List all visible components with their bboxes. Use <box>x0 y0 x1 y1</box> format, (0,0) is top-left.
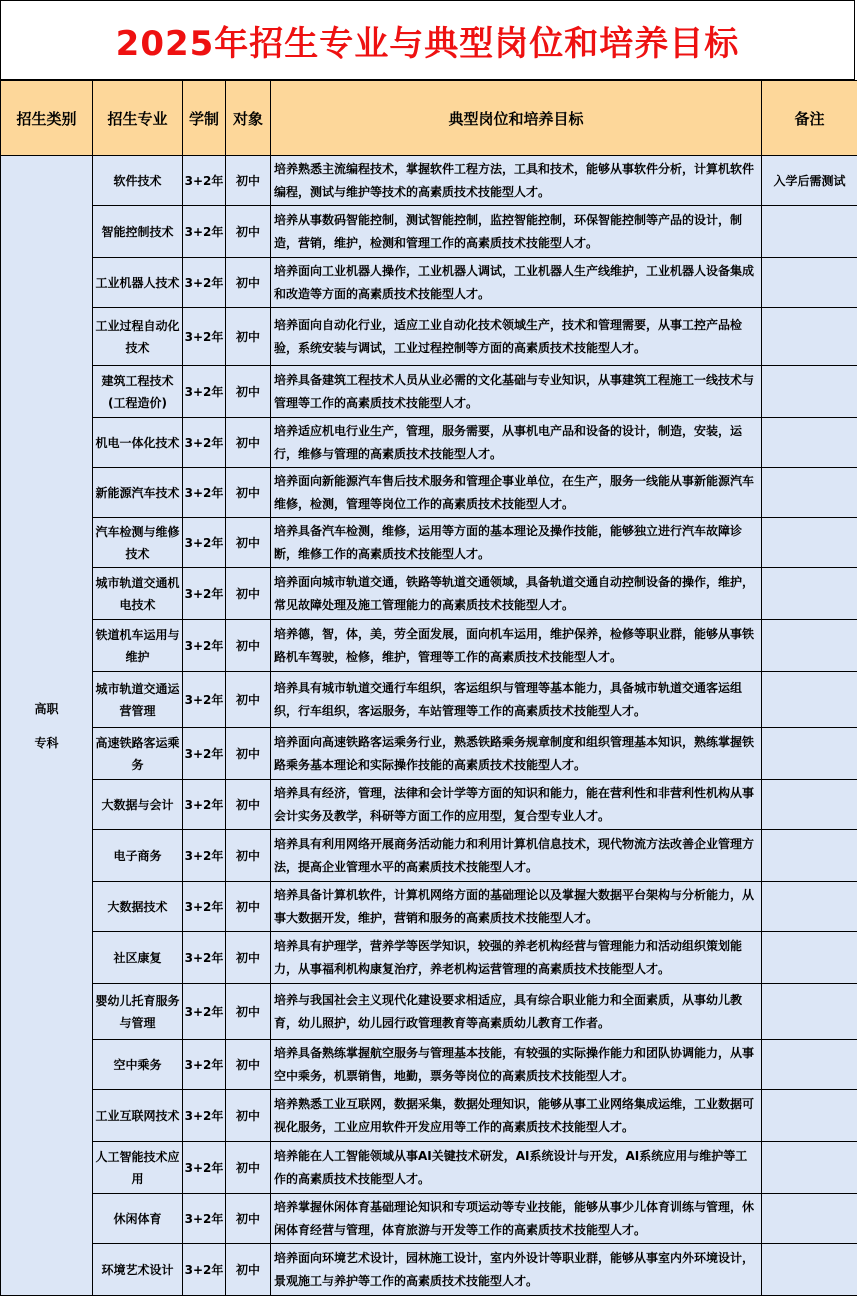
remark-cell <box>762 206 857 258</box>
goal-cell: 培养具备汽车检测，维修，运用等方面的基本理论及操作技能，能够独立进行汽车故障诊断，维修工作的高素质技术技能型人才。 <box>271 518 762 568</box>
major-cell: 大数据技术 <box>93 882 183 932</box>
remark-cell <box>762 366 857 418</box>
target-cell: 初中 <box>226 620 271 672</box>
duration-cell: 3+2年 <box>183 568 226 620</box>
remark-cell <box>762 308 857 366</box>
duration-cell: 3+2年 <box>183 258 226 308</box>
goal-cell: 培养德，智，体，美，劳全面发展，面向机车运用，维护保养，检修等职业群，能够从事铁路机车驾驶，检修，维护，管理等工作的高素质技术技能型人才。 <box>271 620 762 672</box>
major-cell: 城市轨道交通运营管理 <box>93 672 183 728</box>
table-row <box>1 1040 857 1090</box>
major-cell: 软件技术 <box>93 156 183 206</box>
target-cell: 初中 <box>226 518 271 568</box>
remark-cell <box>762 1244 857 1296</box>
goal-cell: 培养适应机电行业生产，管理，服务需要，从事机电产品和设备的设计，制造，安装，运行，维修与管理的高素质技术技能型人才。 <box>271 418 762 468</box>
major-cell: 工业过程自动化技术 <box>93 308 183 366</box>
target-cell: 初中 <box>226 672 271 728</box>
remark-cell <box>762 882 857 932</box>
duration-cell: 3+2年 <box>183 518 226 568</box>
duration-cell: 3+2年 <box>183 780 226 830</box>
duration-cell: 3+2年 <box>183 1244 226 1296</box>
target-cell: 初中 <box>226 258 271 308</box>
table-row <box>1 672 857 728</box>
header-target: 对象 <box>226 81 271 156</box>
major-cell: 空中乘务 <box>93 1040 183 1090</box>
goal-cell: 培养面向城市轨道交通，铁路等轨道交通领域，具备轨道交通自动控制设备的操作，维护，常见故障处理及施工管理能力的高素质技术技能型人才。 <box>271 568 762 620</box>
target-cell: 初中 <box>226 984 271 1040</box>
remark-cell <box>762 1142 857 1194</box>
goal-cell: 培养具备计算机软件，计算机网络方面的基础理论以及掌握大数据平台架构与分析能力，从事大数据开发，维护，营销和服务的高素质技术技能型人才。 <box>271 882 762 932</box>
duration-cell: 3+2年 <box>183 882 226 932</box>
table-row <box>1 728 857 780</box>
duration-cell: 3+2年 <box>183 468 226 518</box>
table-row <box>1 780 857 830</box>
target-cell: 初中 <box>226 780 271 830</box>
page-title: 2025年招生专业与典型岗位和培养目标 <box>0 0 855 80</box>
table-row <box>1 308 857 366</box>
table-row <box>1 1142 857 1194</box>
major-cell: 机电一体化技术 <box>93 418 183 468</box>
target-cell: 初中 <box>226 1040 271 1090</box>
remark-cell <box>762 932 857 984</box>
remark-cell: 入学后需测试 <box>762 156 857 206</box>
table-row <box>1 1090 857 1142</box>
major-cell: 建筑工程技术(工程造价) <box>93 366 183 418</box>
category-cell <box>1 156 93 1296</box>
table-row <box>1 830 857 882</box>
table-row <box>1 418 857 468</box>
duration-cell: 3+2年 <box>183 156 226 206</box>
remark-cell <box>762 1040 857 1090</box>
table-row <box>1 156 857 206</box>
target-cell: 初中 <box>226 882 271 932</box>
target-cell: 初中 <box>226 1194 271 1244</box>
major-cell: 大数据与会计 <box>93 780 183 830</box>
major-cell: 汽车检测与维修技术 <box>93 518 183 568</box>
remark-cell <box>762 672 857 728</box>
target-cell: 初中 <box>226 156 271 206</box>
remark-cell <box>762 518 857 568</box>
duration-cell: 3+2年 <box>183 206 226 258</box>
major-cell: 电子商务 <box>93 830 183 882</box>
goal-cell: 培养面向工业机器人操作，工业机器人调试，工业机器人生产线维护，工业机器人设备集成和改造等方面的高素质技术技能型人才。 <box>271 258 762 308</box>
header-row <box>1 81 857 156</box>
duration-cell: 3+2年 <box>183 830 226 882</box>
remark-cell <box>762 418 857 468</box>
duration-cell: 3+2年 <box>183 366 226 418</box>
major-cell: 城市轨道交通机电技术 <box>93 568 183 620</box>
goal-cell: 培养掌握休闲体育基础理论知识和专项运动等专业技能，能够从事少儿体育训练与管理，休闲体育经营与管理，体育旅游与开发等工作的高素质技术技能型人才。 <box>271 1194 762 1244</box>
duration-cell: 3+2年 <box>183 1040 226 1090</box>
major-cell: 休闲体育 <box>93 1194 183 1244</box>
goal-cell: 培养具备熟练掌握航空服务与管理基本技能，有较强的实际操作能力和团队协调能力，从事空中乘务，机票销售，地勤，票务等岗位的高素质技术技能型人才。 <box>271 1040 762 1090</box>
remark-cell <box>762 568 857 620</box>
target-cell: 初中 <box>226 206 271 258</box>
major-cell: 环境艺术设计 <box>93 1244 183 1296</box>
remark-cell <box>762 1194 857 1244</box>
goal-cell: 培养面向新能源汽车售后技术服务和管理企事业单位，在生产，服务一线能从事新能源汽车维修，检测，管理等岗位工作的高素质技术技能型人才。 <box>271 468 762 518</box>
target-cell: 初中 <box>226 830 271 882</box>
target-cell: 初中 <box>226 1090 271 1142</box>
remark-cell <box>762 728 857 780</box>
major-cell: 铁道机车运用与维护 <box>93 620 183 672</box>
major-cell: 智能控制技术 <box>93 206 183 258</box>
duration-cell: 3+2年 <box>183 418 226 468</box>
goal-cell: 培养具有城市轨道交通行车组织，客运组织与管理等基本能力，具备城市轨道交通客运组织，行车组织，客运服务，车站管理等工作的高素质技术技能型人才。 <box>271 672 762 728</box>
table-row <box>1 366 857 418</box>
remark-cell <box>762 984 857 1040</box>
target-cell: 初中 <box>226 308 271 366</box>
goal-cell: 培养具有利用网络开展商务活动能力和利用计算机信息技术，现代物流方法改善企业管理方法，提高企业管理水平的高素质技术技能型人才。 <box>271 830 762 882</box>
goal-cell: 培养熟悉主流编程技术，掌握软件工程方法，工具和技术，能够从事软件分析，计算机软件编程，测试与维护等技术的高素质技术技能型人才。 <box>271 156 762 206</box>
goal-cell: 培养能在人工智能领域从事AI关键技术研发，AI系统设计与开发，AI系统应用与维护等工作的高素质技术技能型人才。 <box>271 1142 762 1194</box>
remark-cell <box>762 1090 857 1142</box>
goal-cell: 培养具有经济，管理，法律和会计学等方面的知识和能力，能在营利性和非营利性机构从事会计实务及教学，科研等方面工作的应用型，复合型专业人才。 <box>271 780 762 830</box>
goal-cell: 培养面向环境艺术设计，园林施工设计，室内外设计等职业群，能够从事室内外环境设计，景观施工与养护等工作的高素质技术技能型人才。 <box>271 1244 762 1296</box>
table-row <box>1 568 857 620</box>
major-cell: 高速铁路客运乘务 <box>93 728 183 780</box>
major-cell: 社区康复 <box>93 932 183 984</box>
table-row <box>1 258 857 308</box>
table-row <box>1 984 857 1040</box>
duration-cell: 3+2年 <box>183 308 226 366</box>
duration-cell: 3+2年 <box>183 932 226 984</box>
target-cell: 初中 <box>226 728 271 780</box>
table-row <box>1 468 857 518</box>
target-cell: 初中 <box>226 1244 271 1296</box>
major-cell: 工业机器人技术 <box>93 258 183 308</box>
enrollment-table <box>0 80 857 1296</box>
header-major: 招生专业 <box>93 81 183 156</box>
duration-cell: 3+2年 <box>183 1142 226 1194</box>
duration-cell: 3+2年 <box>183 620 226 672</box>
header-goal: 典型岗位和培养目标 <box>271 81 762 156</box>
goal-cell: 培养从事数码智能控制，测试智能控制，监控智能控制，环保智能控制等产品的设计，制造，营销，维护，检测和管理工作的高素质技术技能型人才。 <box>271 206 762 258</box>
target-cell: 初中 <box>226 418 271 468</box>
goal-cell: 培养面向高速铁路客运乘务行业，熟悉铁路乘务规章制度和组织管理基本知识，熟练掌握铁路乘务基本理论和实际操作技能的高素质技术技能型人才。 <box>271 728 762 780</box>
duration-cell: 3+2年 <box>183 728 226 780</box>
goal-cell: 培养面向自动化行业，适应工业自动化技术领域生产，技术和管理需要，从事工控产品检验，系统安装与调试，工业过程控制等方面的高素质技术技能型人才。 <box>271 308 762 366</box>
category-label: 高职专科 <box>34 692 60 760</box>
major-cell: 婴幼儿托育服务与管理 <box>93 984 183 1040</box>
target-cell: 初中 <box>226 932 271 984</box>
table-row <box>1 1194 857 1244</box>
goal-cell: 培养具有护理学，营养学等医学知识，较强的养老机构经营与管理能力和活动组织策划能力，从事福利机构康复治疗，养老机构运营管理的高素质技术技能型人才。 <box>271 932 762 984</box>
goal-cell: 培养熟悉工业互联网，数据采集，数据处理知识，能够从事工业网络集成运维，工业数据可视化服务，工业应用软件开发应用等工作的高素质技术技能型人才。 <box>271 1090 762 1142</box>
major-cell: 人工智能技术应用 <box>93 1142 183 1194</box>
table-row <box>1 206 857 258</box>
goal-cell: 培养具备建筑工程技术人员从业必需的文化基础与专业知识，从事建筑工程施工一线技术与管理等工作的高素质技术技能型人才。 <box>271 366 762 418</box>
table-row <box>1 620 857 672</box>
major-cell: 新能源汽车技术 <box>93 468 183 518</box>
table-row <box>1 518 857 568</box>
remark-cell <box>762 620 857 672</box>
remark-cell <box>762 830 857 882</box>
duration-cell: 3+2年 <box>183 1194 226 1244</box>
table-row <box>1 932 857 984</box>
target-cell: 初中 <box>226 366 271 418</box>
remark-cell <box>762 780 857 830</box>
table-row <box>1 882 857 932</box>
duration-cell: 3+2年 <box>183 672 226 728</box>
goal-cell: 培养与我国社会主义现代化建设要求相适应，具有综合职业能力和全面素质，从事幼儿教育，幼儿照护，幼儿园行政管理教育等高素质幼儿教育工作者。 <box>271 984 762 1040</box>
header-remark: 备注 <box>762 81 857 156</box>
remark-cell <box>762 468 857 518</box>
target-cell: 初中 <box>226 468 271 518</box>
remark-cell <box>762 258 857 308</box>
major-cell: 工业互联网技术 <box>93 1090 183 1142</box>
table-row <box>1 1244 857 1296</box>
duration-cell: 3+2年 <box>183 984 226 1040</box>
target-cell: 初中 <box>226 568 271 620</box>
header-category: 招生类别 <box>1 81 93 156</box>
duration-cell: 3+2年 <box>183 1090 226 1142</box>
header-duration: 学制 <box>183 81 226 156</box>
target-cell: 初中 <box>226 1142 271 1194</box>
